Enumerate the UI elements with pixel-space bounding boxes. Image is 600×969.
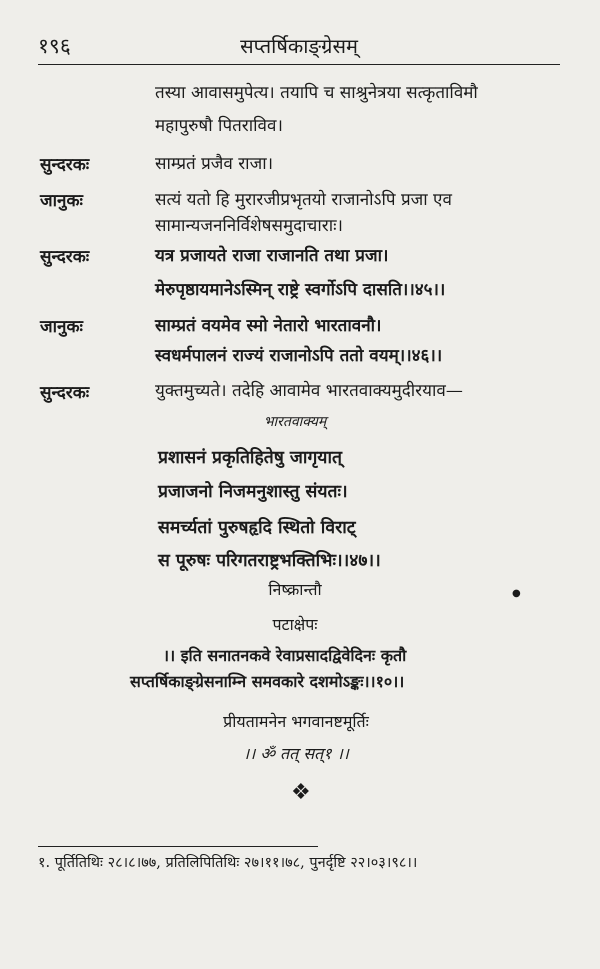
verse-line: मेरुपृष्ठायमानेऽस्मिन् राष्ट्रे स्वर्गोऽपि दासति।।४५।। (155, 280, 446, 300)
speaker-name: जानुकः (40, 191, 83, 211)
verse-line: प्रजाजनो निजमनुशास्तु संयतः। (158, 482, 348, 502)
header-rule (38, 64, 560, 65)
prose-line: साम्प्रतं प्रजैव राजा। (155, 154, 274, 174)
colophon-line: सप्तर्षिकाङ्ग्रेसनाम्नि समवकारे दशमोऽङ्कः।।१०।। (130, 672, 405, 691)
stage-direction-curtain: पटाक्षेपः (272, 615, 318, 634)
speaker-name: सुन्दरकः (40, 155, 90, 175)
speaker-name: जानुकः (40, 317, 83, 337)
prose-line: सत्यं यतो हि मुरारजीप्रभृतयो राजानोऽपि प्रजा एव (155, 190, 452, 210)
footnote-rule (38, 846, 318, 847)
benediction: प्रीयतामनेन भगवानष्टमूर्तिः (223, 712, 369, 731)
om-tat-sat: ।। ॐ तत् सत्१ ।। (243, 744, 349, 763)
page-header (38, 30, 560, 64)
speaker-name: सुन्दरकः (40, 247, 90, 267)
footnote: १. पूर्तितिथिः २८।८।७७, प्रतिलिपितिथिः २७।११।७८, पुनर्दृष्टि २२।०३।९८।। (38, 855, 418, 871)
verse-line: स्वधर्मपालनं राज्यं राजानोऽपि ततो वयम्।।४६।। (155, 346, 443, 366)
colophon-line: ।। इति सनातनकवे रेवाप्रसादद्विवेदिनः कृतौ (163, 646, 407, 665)
running-title: सप्तर्षिकाङ्ग्रेसम् (240, 34, 358, 58)
stage-direction-exit: निष्क्रान्तौ (268, 580, 322, 599)
prose-line: युक्तमुच्यते। तदेहि आवामेव भारतवाक्यमुदीरयाव— (155, 381, 463, 401)
prose-line: तस्या आवासमुपेत्य। तयापि च साश्रुनेत्रया सत्कृताविमौ (155, 83, 478, 103)
verse-line: यत्र प्रजायते राजा राजानति तथा प्रजा। (155, 246, 389, 266)
prose-line: महापुरुषौ पितराविव। (155, 116, 283, 136)
verse-line: स पूरुषः परिगतराष्ट्रभक्तिभिः।।४७।। (158, 551, 381, 571)
page-number: १९६ (38, 34, 71, 58)
four-diamond-ornament-icon: ❖ (291, 780, 311, 805)
speaker-name: सुन्दरकः (40, 383, 90, 403)
prose-line: सामान्यजननिर्विशेषसमुदाचाराः। (155, 216, 343, 236)
verse-line: साम्प्रतं वयमेव स्मो नेतारो भारतावनौ। (155, 316, 382, 336)
verse-line: प्रशासनं प्रकृतिहितेषु जागृयात् (158, 448, 342, 468)
verse-line: समर्च्यतां पुरुषहृदि स्थितो विराट् (158, 518, 356, 538)
section-heading: भारतवाक्यम् (263, 414, 327, 430)
dot-mark: ● (512, 588, 521, 599)
